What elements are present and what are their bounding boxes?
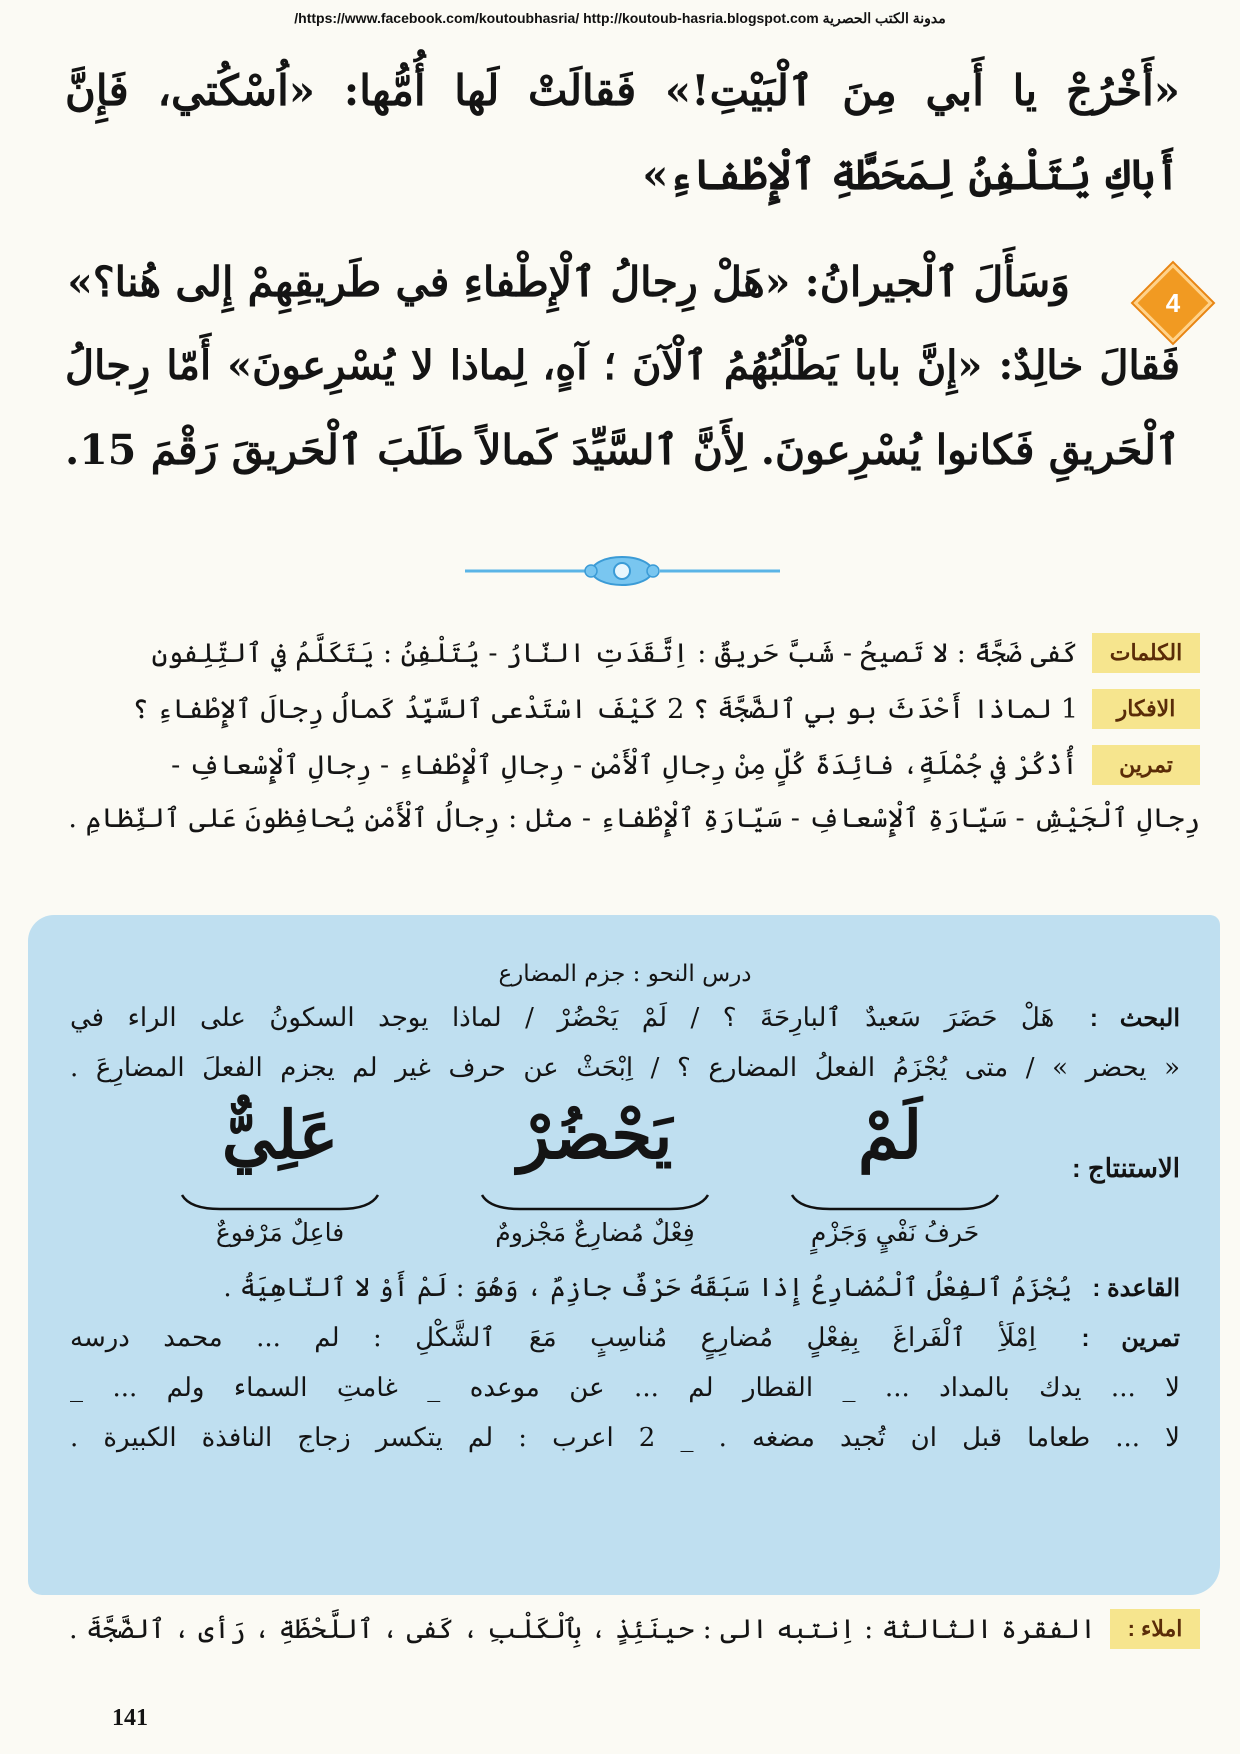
rule-label: القاعدة :: [1092, 1275, 1180, 1302]
research-line: [70, 993, 1180, 1043]
grammar-drill-line: [70, 1313, 1180, 1363]
grammar-drill-label: تمرين :: [1081, 1325, 1181, 1352]
grammar-drill-text: اِمْلَأِ ٱلْفَراغَ بِفِعْلٍ مُضارِعٍ مُناسِبٍ مَعَ ٱلشَّكْلِ : لم ... محمد درسه: [70, 1323, 1036, 1353]
example-role: فِعْلٌ مُضارِعٌ مَجْزومٌ: [495, 1218, 695, 1247]
drill-row: [35, 737, 1200, 793]
rule-text: يُجْزَمُ ٱلفِعْلُ ٱلْمُضارِعُ إِذا سَبَقَهُ حَرْفٌ جازِمٌ ، وَهُوَ : لَمْ أَوْ لا ٱلنّاهِيَةُ .: [223, 1273, 1073, 1303]
story-line: ٱلْحَريقِ فَكانوا يُسْرِعونَ. لِأَنَّ ٱلسَّيِّدَ كَمالاً طَلَبَ ٱلْحَريقَ رَقْمَ 15.: [65, 426, 1180, 474]
research-text: هَلْ حَضَرَ سَعيدٌ ٱلبارِحَةَ ؟ / لَمْ يَحْضُرْ / لماذا يوجد السكونُ على الراء في: [70, 1003, 1055, 1033]
drill-label: تمرين: [1092, 745, 1200, 785]
underline-bracket: [180, 1191, 380, 1215]
story-line: وَسَأَلَ ٱلْجيرانُ: «هَلْ رِجالُ ٱلْإِطْفاءِ في طَريقِهِمْ إِلى هُنا؟»: [67, 258, 1070, 306]
story-line: «أَخْرُجْ يا أَبي مِنَ ٱلْبَيْتِ!» فَقالَتْ لَها أُمُّها: «اُسْكُتي، فَإِنَّ: [65, 66, 1180, 115]
example-role: حَرفُ نَفْيٍ وَجَزْمٍ: [810, 1218, 980, 1247]
story-line: فَقالَ خالِدٌ: «إِنَّ بابا يَطْلُبُهُمُ ٱلْآنَ ؛ آهٍ، لِماذا لا يُسْرِعونَ» أَمّا رِجالُ: [65, 342, 1180, 389]
ideas-text: 1 لماذا أَحْدَثَ بو بي ٱلضَّجَّةَ ؟ 2 كَيْفَ اسْتَدْعى ٱلسَّيِّدُ كَمالُ رِجالَ ٱلإِطْفاءِ ؟: [132, 693, 1078, 725]
story-top-paragraph: [65, 68, 1180, 236]
dictation-label: املاء :: [1110, 1609, 1200, 1649]
grammar-content: [70, 915, 1180, 1463]
story-line: أَباكِ يُتَلْفِنُ لِمَحَطَّةِ ٱلْإِطْفاءِ»: [642, 150, 1180, 199]
paragraph-number: 4: [1165, 288, 1181, 318]
header-url: /https://www.facebook.com/koutoubhasria/ http://koutoub-hasria.blogspot.com مدونة الكتب الحصرية: [294, 10, 946, 26]
grammar-lesson-box: [28, 915, 1220, 1595]
story-paragraph-4: [65, 260, 1180, 512]
drill-text: أُذْكُرْ في جُمْلَةٍ، فائِدَةَ كُلٍّ مِنْ رِجالِ ٱلْأَمْنِ - رِجالِ ٱلْإِطْفاءِ - رِجالِ ٱلْإِسْعافِ -: [171, 749, 1078, 781]
research-label: البحث :: [1089, 1005, 1180, 1032]
ornament-divider: [465, 554, 780, 588]
words-text: كَفى ضَجَّةً : لا تَصيحُ - شَبَّ حَريقٌ : اِتَّقَدَتِ النّارُ - يُتَلْفِنُ : يَتَكَلَّمُ في ٱلتِّلِفونِ: [151, 637, 1078, 669]
example-word-ali: عَلِيٌّ: [221, 1096, 339, 1174]
underline-bracket: [790, 1191, 1000, 1215]
rule-line: [70, 1263, 1180, 1313]
words-row: [35, 625, 1200, 681]
ideas-label: الافكار: [1092, 689, 1200, 729]
dictation-row: [35, 1604, 1200, 1654]
grammar-drill-line: لا ... طعاما قبل ان تُجيد مضغه . _ 2 اعرب : لم يتكسر زجاج النافذة الكبيرة .: [70, 1423, 1180, 1453]
drill-continuation: رِجالِ ٱلْجَيْشِ - سَيّارَةِ ٱلْإِسْعافِ - سَيّارَةِ ٱلْإِطْفاءِ - مثل : رِجالُ ٱلْأَمْنِ يُحافِظونَ عَلى ٱلنِّظامِ .: [68, 803, 1200, 834]
example-role: فاعِلٌ مَرْفوعٌ: [215, 1218, 345, 1247]
grammar-drill-line: لا ... يدك بالمداد ... _ القطار لم ... عن موعده _ غامتِ السماء ولم ... _: [70, 1373, 1180, 1403]
example-word-lam: لَمْ: [857, 1096, 923, 1174]
research-line: « يحضر » / متى يُجْزَمُ الفعلُ المضارع ؟ / اِبْحَثْ عن حرف غير لم يجزم الفعلَ المضارِعَ .: [70, 1053, 1180, 1083]
grammar-title: درس النحو : جزم المضارع: [498, 961, 752, 987]
underline-bracket: [480, 1191, 710, 1215]
dictation-text: الفقرة الثالثة : اِنتبه الى : حينَئِذٍ ، بِٱلْكَلْبِ ، كَفى ، ٱللَّحْظَةِ ، رَأى ، ٱلضَّجَّةَ .: [69, 1613, 1096, 1645]
ideas-row: [35, 681, 1200, 737]
conclusion-label: الاستنتاج :: [1072, 1153, 1180, 1183]
words-label: الكلمات: [1092, 633, 1200, 673]
conclusion-example: [70, 1093, 1180, 1263]
example-word-yahdur: يَحْضُرْ: [517, 1096, 673, 1174]
page-number: 141: [112, 1705, 148, 1731]
exercise-section: [35, 625, 1200, 845]
